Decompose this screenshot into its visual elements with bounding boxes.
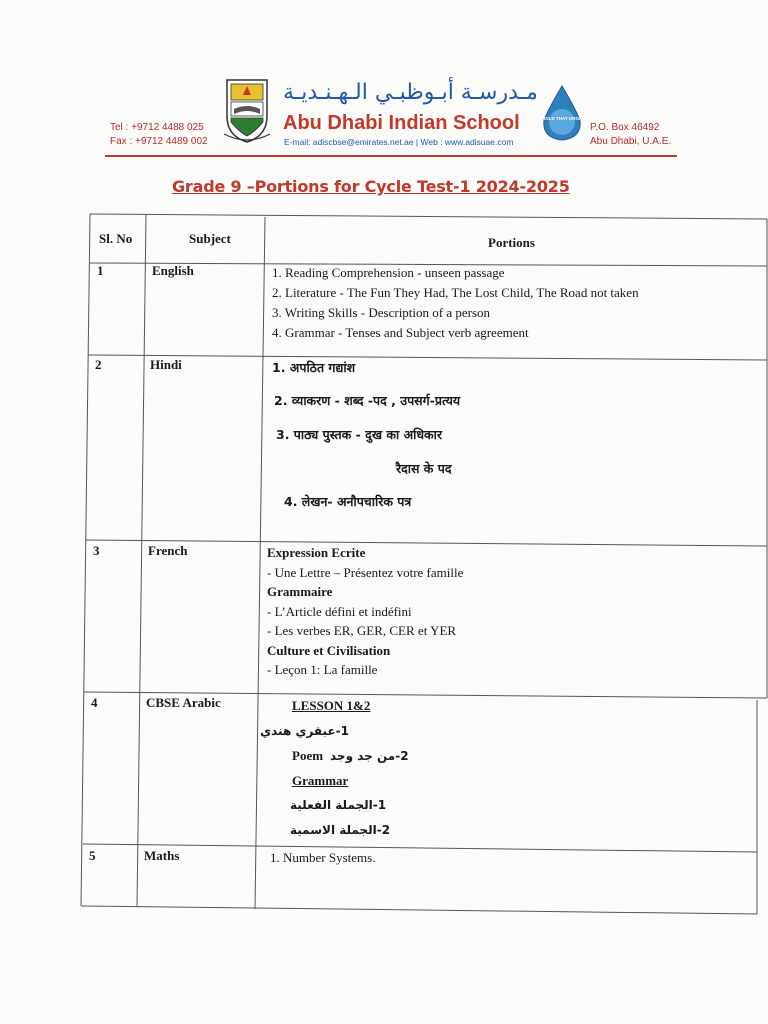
column-header-subject: Subject [189, 231, 231, 246]
row-subject: Hindi [150, 357, 182, 372]
portion-line: 2. व्याकरण - शब्द -पद , उपसर्ग-प्रत्यय [274, 393, 461, 408]
portion-line: 1. Reading Comprehension - unseen passage [272, 265, 505, 280]
portion-line: 4. Grammar - Tenses and Subject verb agreement [272, 325, 529, 340]
portion-line: 3. पाठ्य पुस्तक - दुख का अधिकार [276, 427, 443, 442]
column-header-slno: Sl. No [99, 231, 133, 246]
city: Abu Dhabi, U.A.E. [590, 136, 672, 147]
school-name-english: Abu Dhabi Indian School [283, 112, 520, 134]
portion-line: 1. अपठित गद्यांश [272, 360, 356, 375]
portion-line: 1-الجملة الفعلية [290, 798, 387, 812]
portion-heading: LESSON 1&2 [292, 698, 371, 713]
column-header-portions: Portions [488, 235, 535, 250]
row-subject: CBSE Arabic [146, 695, 221, 710]
portion-line: 4. लेखन- अनौपचारिक पत्र [284, 494, 412, 509]
row-subject: French [148, 543, 188, 558]
row-subject: English [152, 263, 194, 278]
portion-lines [267, 543, 463, 680]
school-crest-icon [222, 76, 272, 146]
water-drop-logo-icon [541, 84, 583, 142]
portion-line: - Leçon 1: La famille [267, 662, 378, 677]
portion-line: 2-من جد وجد [330, 749, 409, 763]
portion-line-label: Poem [292, 748, 324, 763]
row-number: 5 [89, 848, 96, 863]
row-number: 1 [97, 263, 104, 278]
tel-number: Tel : +9712 4488 025 [110, 122, 204, 133]
portion-line: 2-الجملة الاسمية [290, 823, 391, 837]
row-number: 4 [91, 695, 98, 710]
contact-address-block [590, 121, 671, 149]
portion-line: 1. Number Systems. [270, 850, 376, 865]
contact-phone-block [110, 121, 208, 149]
portion-line: 3. Writing Skills - Description of a person [272, 305, 491, 320]
portion-line: 2. Literature - The Fun They Had, The Lost Child, The Road not taken [272, 285, 639, 300]
header-divider [105, 155, 677, 157]
portion-line: - Une Lettre – Présentez votre famille [267, 564, 464, 580]
portion-line: 1-عبقري هندي [260, 724, 349, 738]
portion-heading: Grammaire [267, 584, 333, 599]
portion-heading: Grammar [292, 773, 349, 788]
portion-heading: Expression Ecrite [267, 545, 366, 560]
po-box: P.O. Box 46492 [590, 122, 660, 133]
portion-lines [272, 263, 639, 343]
fax-number: Fax : +9712 4489 002 [110, 136, 208, 147]
page-title: Grade 9 –Portions for Cycle Test-1 2024-2025 [172, 177, 570, 196]
portion-line: - L’Article défini et indéfini [267, 603, 412, 619]
row-number: 2 [95, 357, 102, 372]
row-subject: Maths [144, 848, 180, 863]
school-email-web: E-mail: adiscbse@emirates.net.ae | Web : www.adisuae.com [284, 137, 514, 147]
portion-heading: Culture et Civilisation [267, 642, 391, 658]
portion-line: - Les verbes ER, GER, CER et YER [267, 623, 457, 638]
portion-line: रैदास के पद [396, 461, 452, 476]
row-number: 3 [93, 543, 100, 558]
letterhead [0, 0, 768, 160]
school-name-arabic: مـدرسـة أبـوظبـي الـهـنـديـة [283, 80, 538, 105]
drop-logo-text: HOLD THAT DROP [542, 116, 582, 121]
